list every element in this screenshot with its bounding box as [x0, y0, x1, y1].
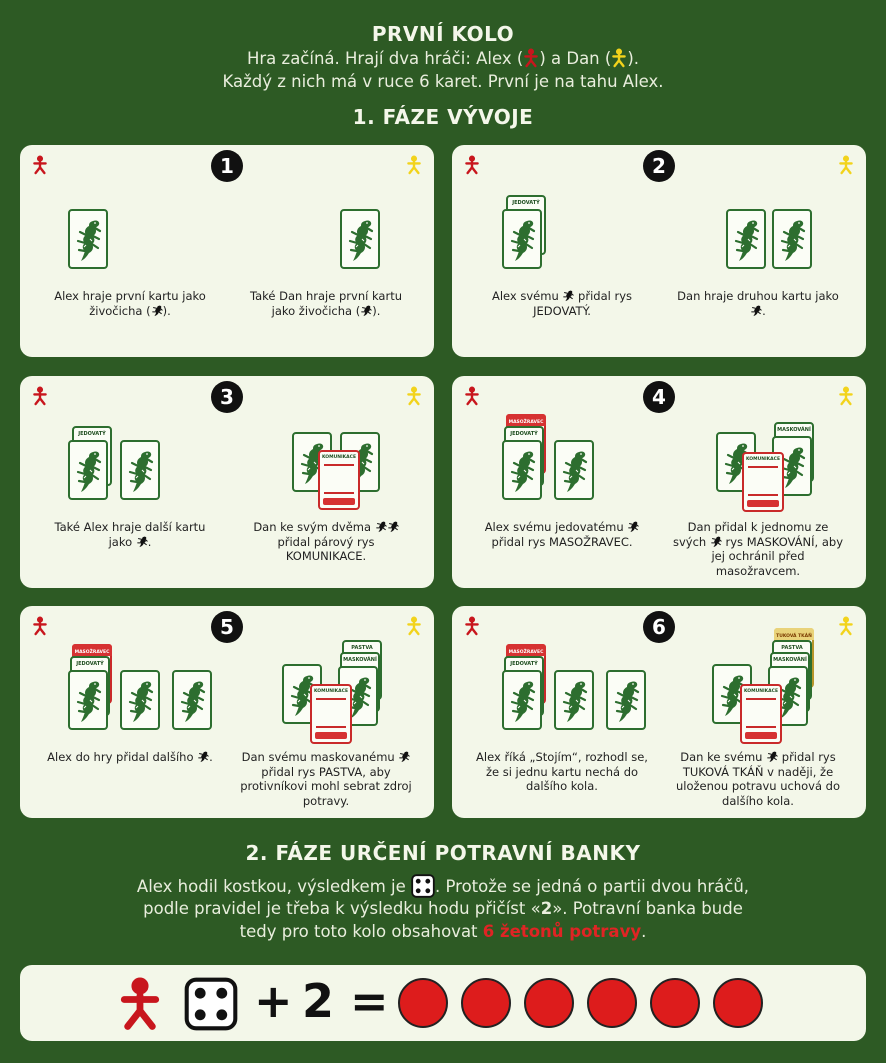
intro-line-2: Každý z nich má v ruce 6 karet. První je na tahu Alex. [222, 72, 664, 91]
alex-person-icon [32, 386, 48, 406]
caption-alex: Také Alex hraje další kartu jako . [54, 520, 206, 549]
trait-card-jedovaty: JEDOVATÝ [504, 426, 544, 486]
animal-icon [360, 305, 372, 317]
dan-person-icon [838, 386, 854, 406]
phase2-line-1: Alex hodil kostkou, výsledkem je . Protože se jedná o partii dvou hráčů, [0, 874, 886, 898]
food-token-count: 6 žetonů potravy [482, 922, 642, 941]
animal-icon [750, 305, 762, 317]
trait-card-maskovani: MASKOVÁNÍ [774, 422, 814, 482]
step-panel-2 [452, 145, 866, 357]
trait-card-pastva: PASTVA [342, 640, 382, 700]
animal-icon [562, 290, 574, 302]
caption-dan: Dan přidal k jednomu ze svých rys MASKOVÁNÍ, aby jej ochránil před masožravcem. [672, 520, 844, 578]
step-panel-1 [20, 145, 434, 357]
lizard-icon [507, 678, 537, 724]
addend-value: 2 [302, 974, 335, 1028]
animal-card [120, 670, 160, 730]
alex-person-icon [32, 155, 48, 175]
dan-person-icon [406, 616, 422, 636]
caption-dan: Dan ke svým dvěma přidal párový rys KOMUNIKACE. [238, 520, 414, 564]
step-number: 2 [643, 150, 675, 182]
animal-icon [627, 521, 639, 533]
step-number: 5 [211, 611, 243, 643]
step-number: 6 [643, 611, 675, 643]
caption-alex: Alex svému jedovatému přidal rys MASOŽRAVEC. [474, 520, 650, 549]
animal-icon [151, 305, 163, 317]
caption-dan: Také Dan hraje první kartu jako živočicha ( ). [250, 289, 402, 318]
phase1-title: 1. FÁZE VÝVOJE [352, 105, 534, 129]
trait-card-komunikace: KOMUNIKACE [740, 684, 782, 744]
plus-sign: + [254, 974, 293, 1028]
animal-card [606, 670, 646, 730]
animal-card [120, 440, 160, 500]
animal-icon [375, 521, 387, 533]
animal-card [502, 209, 542, 269]
trait-card-komunikace: KOMUNIKACE [318, 450, 360, 510]
animal-icon [710, 536, 722, 548]
trait-card-masozravec: MASOŽRAVEC [506, 414, 546, 474]
step-number: 3 [211, 381, 243, 413]
dan-person-icon [838, 616, 854, 636]
animal-card [502, 670, 542, 730]
animal-card [68, 440, 108, 500]
caption-alex: Alex říká „Stojím“, rozhodl se, že si jednu kartu nechá do dalšího kola. [476, 750, 648, 793]
step-number: 1 [211, 150, 243, 182]
lizard-icon [125, 678, 155, 724]
caption-dan: Dan ke svému přidal rys TUKOVÁ TKÁŇ v naději, že uloženou potravu uchová do dalšího kola. [675, 750, 841, 808]
equals-sign: = [350, 974, 389, 1028]
caption-dan: Dan hraje druhou kartu jako . [677, 289, 839, 318]
dan-person-icon [838, 155, 854, 175]
trait-card-jedovaty: JEDOVATÝ [72, 426, 112, 486]
alex-person-icon [464, 155, 480, 175]
dan-person-icon [406, 386, 422, 406]
step-number: 4 [643, 381, 675, 413]
trait-card-jedovaty: JEDOVATÝ [504, 656, 544, 716]
step-panel-5 [20, 606, 434, 818]
animal-card [340, 209, 380, 269]
trait-card-maskovani: MASKOVÁNÍ [340, 652, 380, 712]
animal-card [502, 440, 542, 500]
alex-person-icon [116, 977, 164, 1031]
trait-card-komunikace: KOMUNIKACE [310, 684, 352, 744]
lizard-icon [559, 678, 589, 724]
lizard-icon [73, 448, 103, 494]
food-bank-equation [20, 965, 866, 1041]
phase2-line-2: podle pravidel je třeba k výsledku hodu přičíst «2». Potravní banka bude [143, 899, 743, 918]
animal-icon [197, 751, 209, 763]
animal-card [172, 670, 212, 730]
animal-icon [398, 751, 410, 763]
animal-icon [136, 536, 148, 548]
lizard-icon [73, 678, 103, 724]
page-title: PRVNÍ KOLO [371, 22, 515, 46]
trait-card-tukova-tkan: TUKOVÁ TKÁŇ [774, 628, 814, 688]
phase2-line-3: tedy pro toto kolo obsahovat 6 žetonů potravy. [239, 922, 647, 941]
animal-card [772, 209, 812, 269]
lizard-icon [559, 448, 589, 494]
food-token [650, 978, 700, 1028]
animal-card [554, 670, 594, 730]
lizard-icon [731, 217, 761, 263]
animal-card [68, 670, 108, 730]
lizard-icon [73, 217, 103, 263]
intro-line-1: Hra začíná. Hrají dva hráči: Alex ( ) a Dan ( ). [246, 49, 640, 68]
food-token [713, 978, 763, 1028]
alex-person-icon [523, 48, 539, 68]
lizard-icon [611, 678, 641, 724]
step-panel-3 [20, 376, 434, 588]
animal-icon [766, 751, 778, 763]
trait-card-jedovaty: JEDOVATÝ [506, 195, 546, 255]
step-panel-6 [452, 606, 866, 818]
caption-dan: Dan svému maskovanému přidal rys PASTVA, aby protivníkovi mohl sebrat zdroj potravy. [240, 750, 412, 808]
lizard-icon [125, 448, 155, 494]
alex-person-icon [32, 616, 48, 636]
food-token [524, 978, 574, 1028]
animal-card [554, 440, 594, 500]
food-token [461, 978, 511, 1028]
trait-card-komunikace: KOMUNIKACE [742, 452, 784, 512]
lizard-icon [507, 217, 537, 263]
food-token [398, 978, 448, 1028]
caption-alex: Alex hraje první kartu jako živočicha ( ). [54, 289, 206, 318]
trait-card-masozravec: MASOŽRAVEC [506, 644, 546, 704]
lizard-icon [777, 217, 807, 263]
trait-card-masozravec: MASOŽRAVEC [72, 644, 112, 704]
trait-card-maskovani: MASKOVÁNÍ [770, 652, 810, 712]
caption-alex: Alex do hry přidal dalšího . [47, 750, 213, 764]
step-panel-4 [452, 376, 866, 588]
lizard-icon [177, 678, 207, 724]
caption-alex: Alex svému přidal rys JEDOVATÝ. [491, 289, 633, 318]
dan-person-icon [611, 48, 627, 68]
lizard-icon [507, 448, 537, 494]
food-token [587, 978, 637, 1028]
animal-card [68, 209, 108, 269]
animal-card [726, 209, 766, 269]
trait-card-pastva: PASTVA [772, 640, 812, 700]
dice-icon [184, 977, 238, 1031]
lizard-icon [345, 217, 375, 263]
alex-person-icon [464, 616, 480, 636]
trait-card-jedovaty: JEDOVATÝ [70, 656, 110, 716]
dice-icon [411, 874, 435, 898]
phase2-title: 2. FÁZE URČENÍ POTRAVNÍ BANKY [245, 841, 641, 865]
dan-person-icon [406, 155, 422, 175]
alex-person-icon [464, 386, 480, 406]
animal-icon [387, 521, 399, 533]
